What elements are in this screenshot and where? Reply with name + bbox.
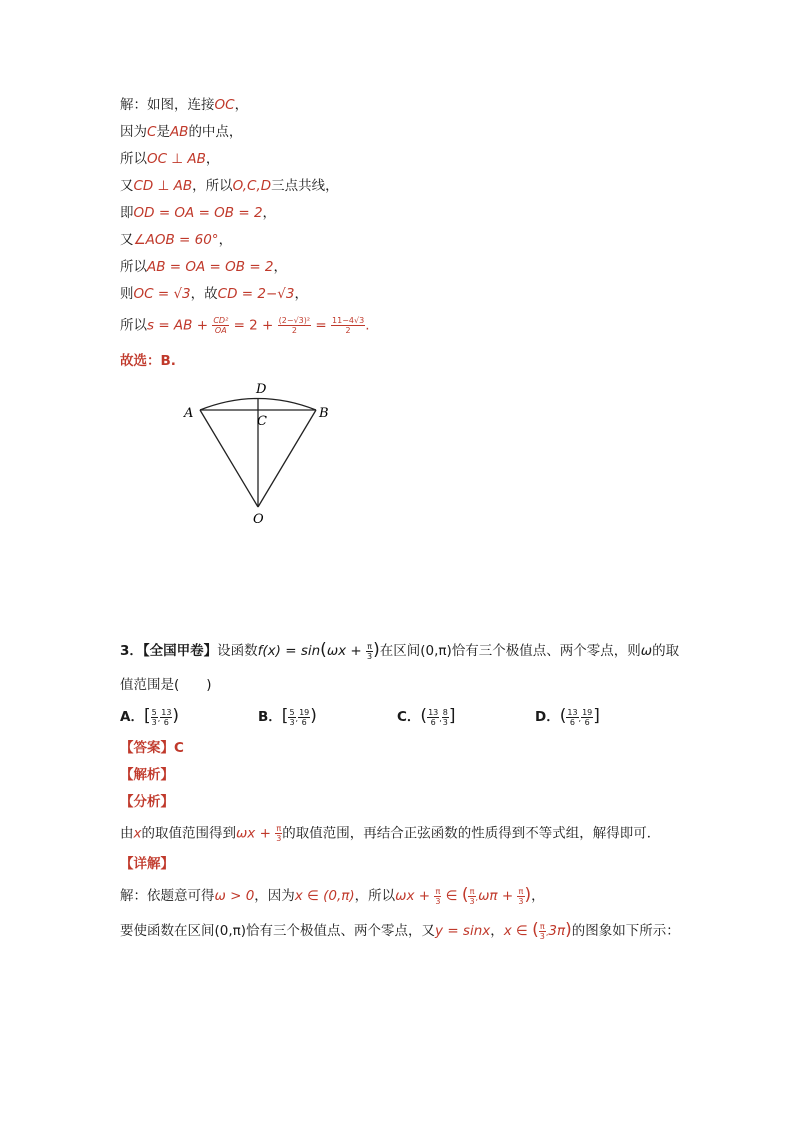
numerator: 13	[428, 707, 439, 717]
math: O,C,D	[232, 178, 272, 194]
text: ，所以	[354, 888, 396, 904]
numerator: (2−√3)²	[278, 316, 311, 325]
math: C	[147, 124, 157, 140]
sector-figure	[170, 375, 350, 535]
math: ω > 0	[214, 888, 255, 904]
option-b[interactable]: B．[ $\frac{5}{3}$ , $\frac{19}{6}$ )	[258, 706, 317, 727]
solution-line-7	[120, 258, 287, 276]
text: ，	[218, 232, 233, 248]
denominator: 3	[276, 834, 282, 843]
denominator: 3	[442, 717, 448, 727]
denominator: 2	[291, 326, 297, 335]
fraction	[278, 316, 311, 335]
paren: )	[373, 640, 380, 660]
text: 又	[120, 232, 134, 248]
math: x ∈	[503, 923, 533, 939]
text: ，	[531, 888, 545, 904]
text: 设函数	[217, 643, 258, 659]
label-c: C	[257, 414, 267, 429]
math: (0,π)	[214, 923, 247, 939]
paren: (	[461, 885, 469, 905]
numerator: 11−4√3	[332, 316, 365, 325]
math: y = sinx	[435, 923, 491, 939]
denominator: 3	[367, 651, 373, 661]
solution-line-8	[120, 285, 308, 303]
solution-line-9	[120, 316, 369, 335]
option-a[interactable]: A．[ $\frac{5}{3}$ , $\frac{13}{6}$ )	[120, 706, 180, 727]
answer-value: C	[174, 740, 184, 756]
text: 的中点，	[188, 124, 243, 140]
bracket: )	[310, 706, 317, 726]
label-d: D	[256, 382, 267, 397]
paren: (	[532, 920, 539, 940]
bracket: )	[172, 706, 180, 726]
math: OC = √3	[133, 286, 191, 302]
question-3-line-1	[120, 641, 679, 661]
fraction	[442, 708, 449, 727]
math: ωx +	[326, 643, 367, 659]
fraction	[517, 887, 524, 906]
fraction	[151, 708, 158, 727]
detail-label: 【详解】	[120, 856, 174, 872]
text: ，	[205, 151, 220, 167]
fraction	[288, 708, 295, 727]
math: ωx +	[236, 825, 276, 842]
bracket: ]	[593, 706, 600, 726]
math: OC	[214, 97, 235, 113]
fraction	[566, 708, 578, 727]
text: ，	[294, 286, 308, 302]
math: (0,π)	[420, 643, 452, 659]
numerator: π	[435, 886, 441, 896]
option-label: B．	[258, 709, 282, 725]
analysis-heading	[120, 766, 174, 784]
text: ，所以	[192, 178, 233, 194]
solution-line-3	[120, 150, 219, 168]
fraction	[212, 316, 229, 335]
math: x	[133, 825, 142, 842]
denominator: 3	[469, 896, 475, 906]
text: ，	[490, 923, 504, 939]
text: 即	[120, 205, 134, 221]
fraction	[539, 922, 546, 941]
text: 则	[120, 286, 134, 302]
question-number: 3．	[120, 643, 143, 659]
text: 三点共线，	[271, 178, 339, 194]
numerator: 19	[582, 707, 593, 717]
text: 所以	[120, 259, 147, 275]
paren: )	[565, 920, 572, 940]
fraction	[331, 316, 365, 335]
math: ∠AOB = 60°	[133, 232, 219, 248]
question-source: 【全国甲卷】	[142, 643, 218, 659]
denominator: 3	[518, 896, 524, 906]
numerator: 5	[151, 707, 157, 717]
solution-line-4	[120, 177, 339, 195]
denominator: OA	[214, 326, 227, 335]
solution-line-2	[120, 123, 242, 141]
text: ，	[273, 259, 288, 275]
text: ，	[234, 97, 249, 113]
text: 的取	[652, 643, 680, 659]
numerator: 13	[161, 707, 172, 717]
detail-line-1: 解：依题意可得ω > 0，因为x ∈ (0,π)，所以ωx + $\frac{\pi}{3}$ ∈ ( $\frac{\pi}{3}$ ,ωπ + $\frac{\pi}{3}$ )，	[120, 885, 545, 906]
text: 的取值范围，再结合正弦函数的性质得到不等式组，解得即可．	[282, 825, 661, 842]
label-a: A	[184, 406, 194, 421]
numerator: 5	[289, 707, 295, 717]
math: ωx +	[395, 888, 435, 904]
text: 的取值范围得到	[141, 825, 236, 842]
answer	[120, 739, 184, 757]
fraction	[581, 708, 593, 727]
fenxi-heading	[120, 793, 174, 811]
math: 3π	[548, 923, 566, 939]
denominator: 6	[430, 717, 436, 727]
bracket: ]	[448, 706, 456, 726]
bracket: (	[559, 706, 567, 726]
text: 解：依题意可得	[120, 888, 215, 904]
option-label: D．	[535, 709, 560, 725]
math: AB = OA = OB = 2	[147, 259, 274, 275]
denominator: 6	[584, 717, 590, 727]
text: ，	[262, 205, 277, 221]
paren: )	[524, 885, 532, 905]
denominator: 6	[301, 717, 307, 727]
segment-oa	[200, 410, 258, 507]
numerator: 8	[442, 707, 448, 717]
fraction	[298, 708, 310, 727]
text: 所以	[120, 151, 147, 167]
paren: (	[320, 640, 327, 660]
option-label: C．	[397, 709, 421, 725]
text: 因为	[120, 124, 147, 140]
fraction	[427, 708, 439, 727]
fenxi-text	[120, 824, 660, 843]
text: 值范围是( )	[120, 677, 212, 693]
math: CD = 2−√3	[217, 286, 295, 302]
fraction	[468, 887, 475, 906]
numerator: π	[518, 886, 524, 896]
text: ，故	[190, 286, 218, 302]
text: .	[365, 317, 370, 334]
numerator: π	[276, 824, 282, 833]
numerator: π	[367, 641, 372, 651]
math: CD ⊥ AB	[133, 178, 193, 194]
math: OD = OA = OB = 2	[133, 205, 263, 221]
numerator: 19	[299, 707, 310, 717]
option-label: A．	[120, 709, 144, 725]
denominator: 2	[345, 326, 351, 335]
text: 恰有三个极值点、两个零点，则	[451, 643, 641, 659]
numerator: π	[469, 886, 475, 896]
option-d[interactable]: D．( $\frac{13}{6}$ , $\frac{19}{6}$ ]	[535, 706, 600, 727]
text: 故选：B.	[120, 353, 176, 369]
fenxi-label: 【分析】	[120, 794, 174, 810]
bracket: [	[281, 706, 289, 726]
bracket: [	[143, 706, 151, 726]
denominator: 3	[151, 717, 157, 727]
text: 要使函数在区间	[120, 923, 215, 939]
text: 恰有三个极值点、两个零点，又	[246, 923, 436, 939]
math: = 2 +	[229, 317, 278, 334]
fraction	[160, 708, 172, 727]
text: 在区间	[379, 643, 421, 659]
answer-label: 【答案】	[120, 740, 174, 756]
text: 所以	[120, 317, 147, 334]
solution-line-6	[120, 231, 232, 249]
label-b: B	[319, 406, 329, 421]
math: f(x) = sin	[257, 643, 321, 659]
text: 由	[120, 825, 134, 842]
denominator: 3	[289, 717, 295, 727]
numerator: CD²	[213, 316, 229, 325]
question-3-line-2	[120, 676, 212, 694]
math: OC ⊥ AB	[147, 151, 206, 167]
math: ωπ +	[478, 888, 518, 904]
solution-line-5	[120, 204, 276, 222]
denominator: 3	[539, 931, 545, 941]
text: 又	[120, 178, 134, 194]
solution-line-1	[120, 96, 248, 114]
numerator: π	[539, 921, 545, 931]
text: 的图象如下所示：	[571, 923, 680, 939]
text: 是	[156, 124, 170, 140]
math: s = AB +	[147, 317, 213, 334]
text: 解：如图，连接	[120, 97, 215, 113]
detail-line-2: 要使函数在区间(0,π)恰有三个极值点、两个零点，又y = sinx，x ∈ ( $\frac{\pi}{3}$ ,3π)的图象如下所示：	[120, 920, 680, 941]
analysis-label: 【解析】	[120, 767, 174, 783]
math: ∈	[441, 888, 462, 904]
solution-choice	[120, 352, 176, 370]
math: AB	[169, 124, 189, 140]
text: ，因为	[254, 888, 295, 904]
denominator: 3	[435, 896, 441, 906]
denominator: 6	[163, 717, 169, 727]
math: x ∈ (0,π)	[294, 888, 355, 904]
denominator: 6	[569, 717, 575, 727]
bracket: (	[420, 706, 428, 726]
option-c[interactable]: C．( $\frac{13}{6}$ , $\frac{8}{3}$ ]	[397, 706, 456, 727]
math: =	[311, 317, 332, 334]
numerator: 13	[567, 707, 578, 717]
detail-heading	[120, 855, 174, 873]
math: ω	[640, 643, 653, 659]
label-o: O	[253, 512, 264, 527]
